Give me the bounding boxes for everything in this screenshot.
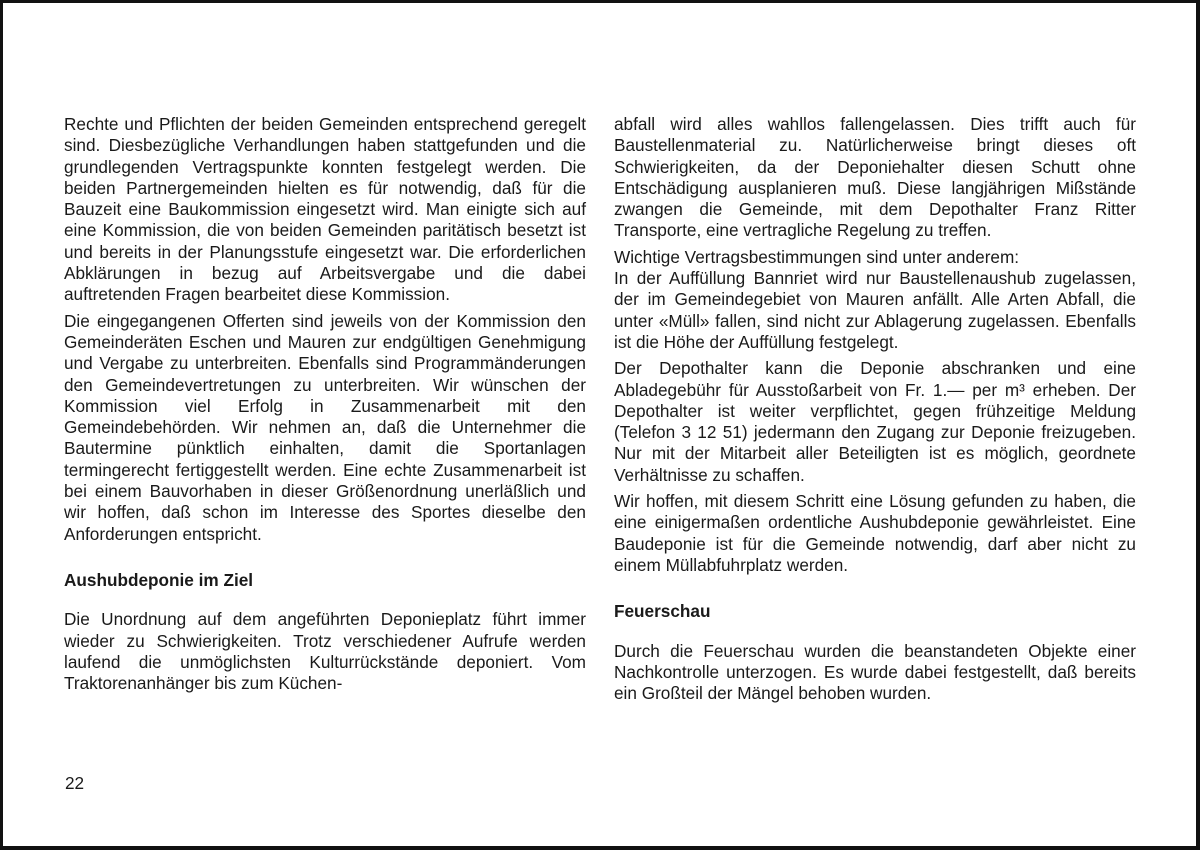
paragraph: Die Unordnung auf dem angeführten Deponieplatz führt immer wieder zu Schwierigkeiten. Trotz verschiedener Aufrufe werden laufend die unmöglichsten Kulturrückstände deponiert. Vom Traktorenanhänger bis zum Küchen-: [64, 609, 586, 694]
paragraph: Die eingegangenen Offerten sind jeweils von der Kommission den Gemeinderäten Eschen und Mauren zur endgültigen Genehmigung und Vergabe zu unterbreiten. Ebenfalls sind Programmänderungen den Gemeindevertretungen zu unterbreiten. Wir wünschen der Kommission viel Erfolg in Zusammenarbeit mit den Gemeindebehörden. Wir nehmen an, daß die Unternehmer die Bautermine pünktlich einhalten, damit die Sportanlagen termingerecht fertiggestellt werden. Eine echte Zusammenarbeit ist bei einem Bauvorhaben in dieser Größenordnung unerläßlich und wir hoffen, daß schon im Interesse des Sportes dieselbe den Anforderungen entspricht.: [64, 310, 586, 544]
paragraph: Durch die Feuerschau wurden die beanstandeten Objekte einer Nachkontrolle unterzogen. Es wurde dabei festgestellt, daß bereits ein Großteil der Mängel behoben wurden.: [614, 640, 1136, 704]
section-heading-feuerschau: Feuerschau: [614, 601, 711, 622]
section-heading-aushubdeponie: Aushubdeponie im Ziel: [64, 569, 254, 590]
paragraph: In der Auffüllung Bannriet wird nur Baustellenaushub zugelassen, der im Gemeindegebiet von Mauren anfällt. Alle Arten Abfall, die unter «Müll» fallen, sind nicht zur Ablagerung zugelassen. Ebenfalls ist die Höhe der Auffüllung festgelegt.: [614, 268, 1136, 352]
paragraph: Der Depothalter kann die Deponie abschranken und eine Abladegebühr für Ausstoßarbeit von Fr. 1.— per m³ erheben. Der Depothalter ist weiter verpflichtet, gegen frühzeitige Meldung (Telefon 3 12 51) jedermann den Zugang zur Deponie freizugeben. Nur mit der Mitarbeit aller Beteiligten ist es möglich, geordnete Verhältnisse zu schaffen.: [614, 358, 1136, 485]
paragraph: abfall wird alles wahllos fallengelassen. Dies trifft auch für Baustellenmaterial zu. Natürlicherweise bringt dieses oft Schwierigkeiten, da der Deponiehalter diesen Schutt ohne Entschädigung ausplanieren muß. Diese langjährigen Mißstände zwangen die Gemeinde, mit dem Depothalter Franz Ritter Transporte, eine vertragliche Regelung zu treffen.: [614, 114, 1136, 241]
page-number: 22: [65, 773, 85, 793]
right-column: [614, 114, 1136, 709]
paragraph: Rechte und Pflichten der beiden Gemeinden entsprechend geregelt sind. Diesbezügliche Verhandlungen haben stattgefunden und die grundlegenden Vertragspunkte konnten festgelegt werden. Die beiden Partnergemeinden hielten es für notwendig, daß für die Bauzeit eine Baukommission eingesetzt wird. Man einigte sich auf eine Kommission, die von beiden Gemeinden paritätisch besetzt ist und bereits in der Planungsstufe eingesetzt war. Die erforderlichen Abklärungen in bezug auf Arbeitsvergabe und die dabei auftretenden Fragen bearbeitet diese Kommission.: [64, 114, 586, 305]
paragraph: Wir hoffen, mit diesem Schritt eine Lösung gefunden zu haben, die eine einigermaßen ordentliche Aushubdeponie gewährleistet. Eine Baudeponie ist für die Gemeinde notwendig, darf aber nicht zu einem Müllabfuhrplatz werden.: [614, 491, 1136, 575]
left-column: [64, 114, 586, 699]
paragraph: Wichtige Vertragsbestimmungen sind unter anderem:: [614, 246, 1020, 267]
